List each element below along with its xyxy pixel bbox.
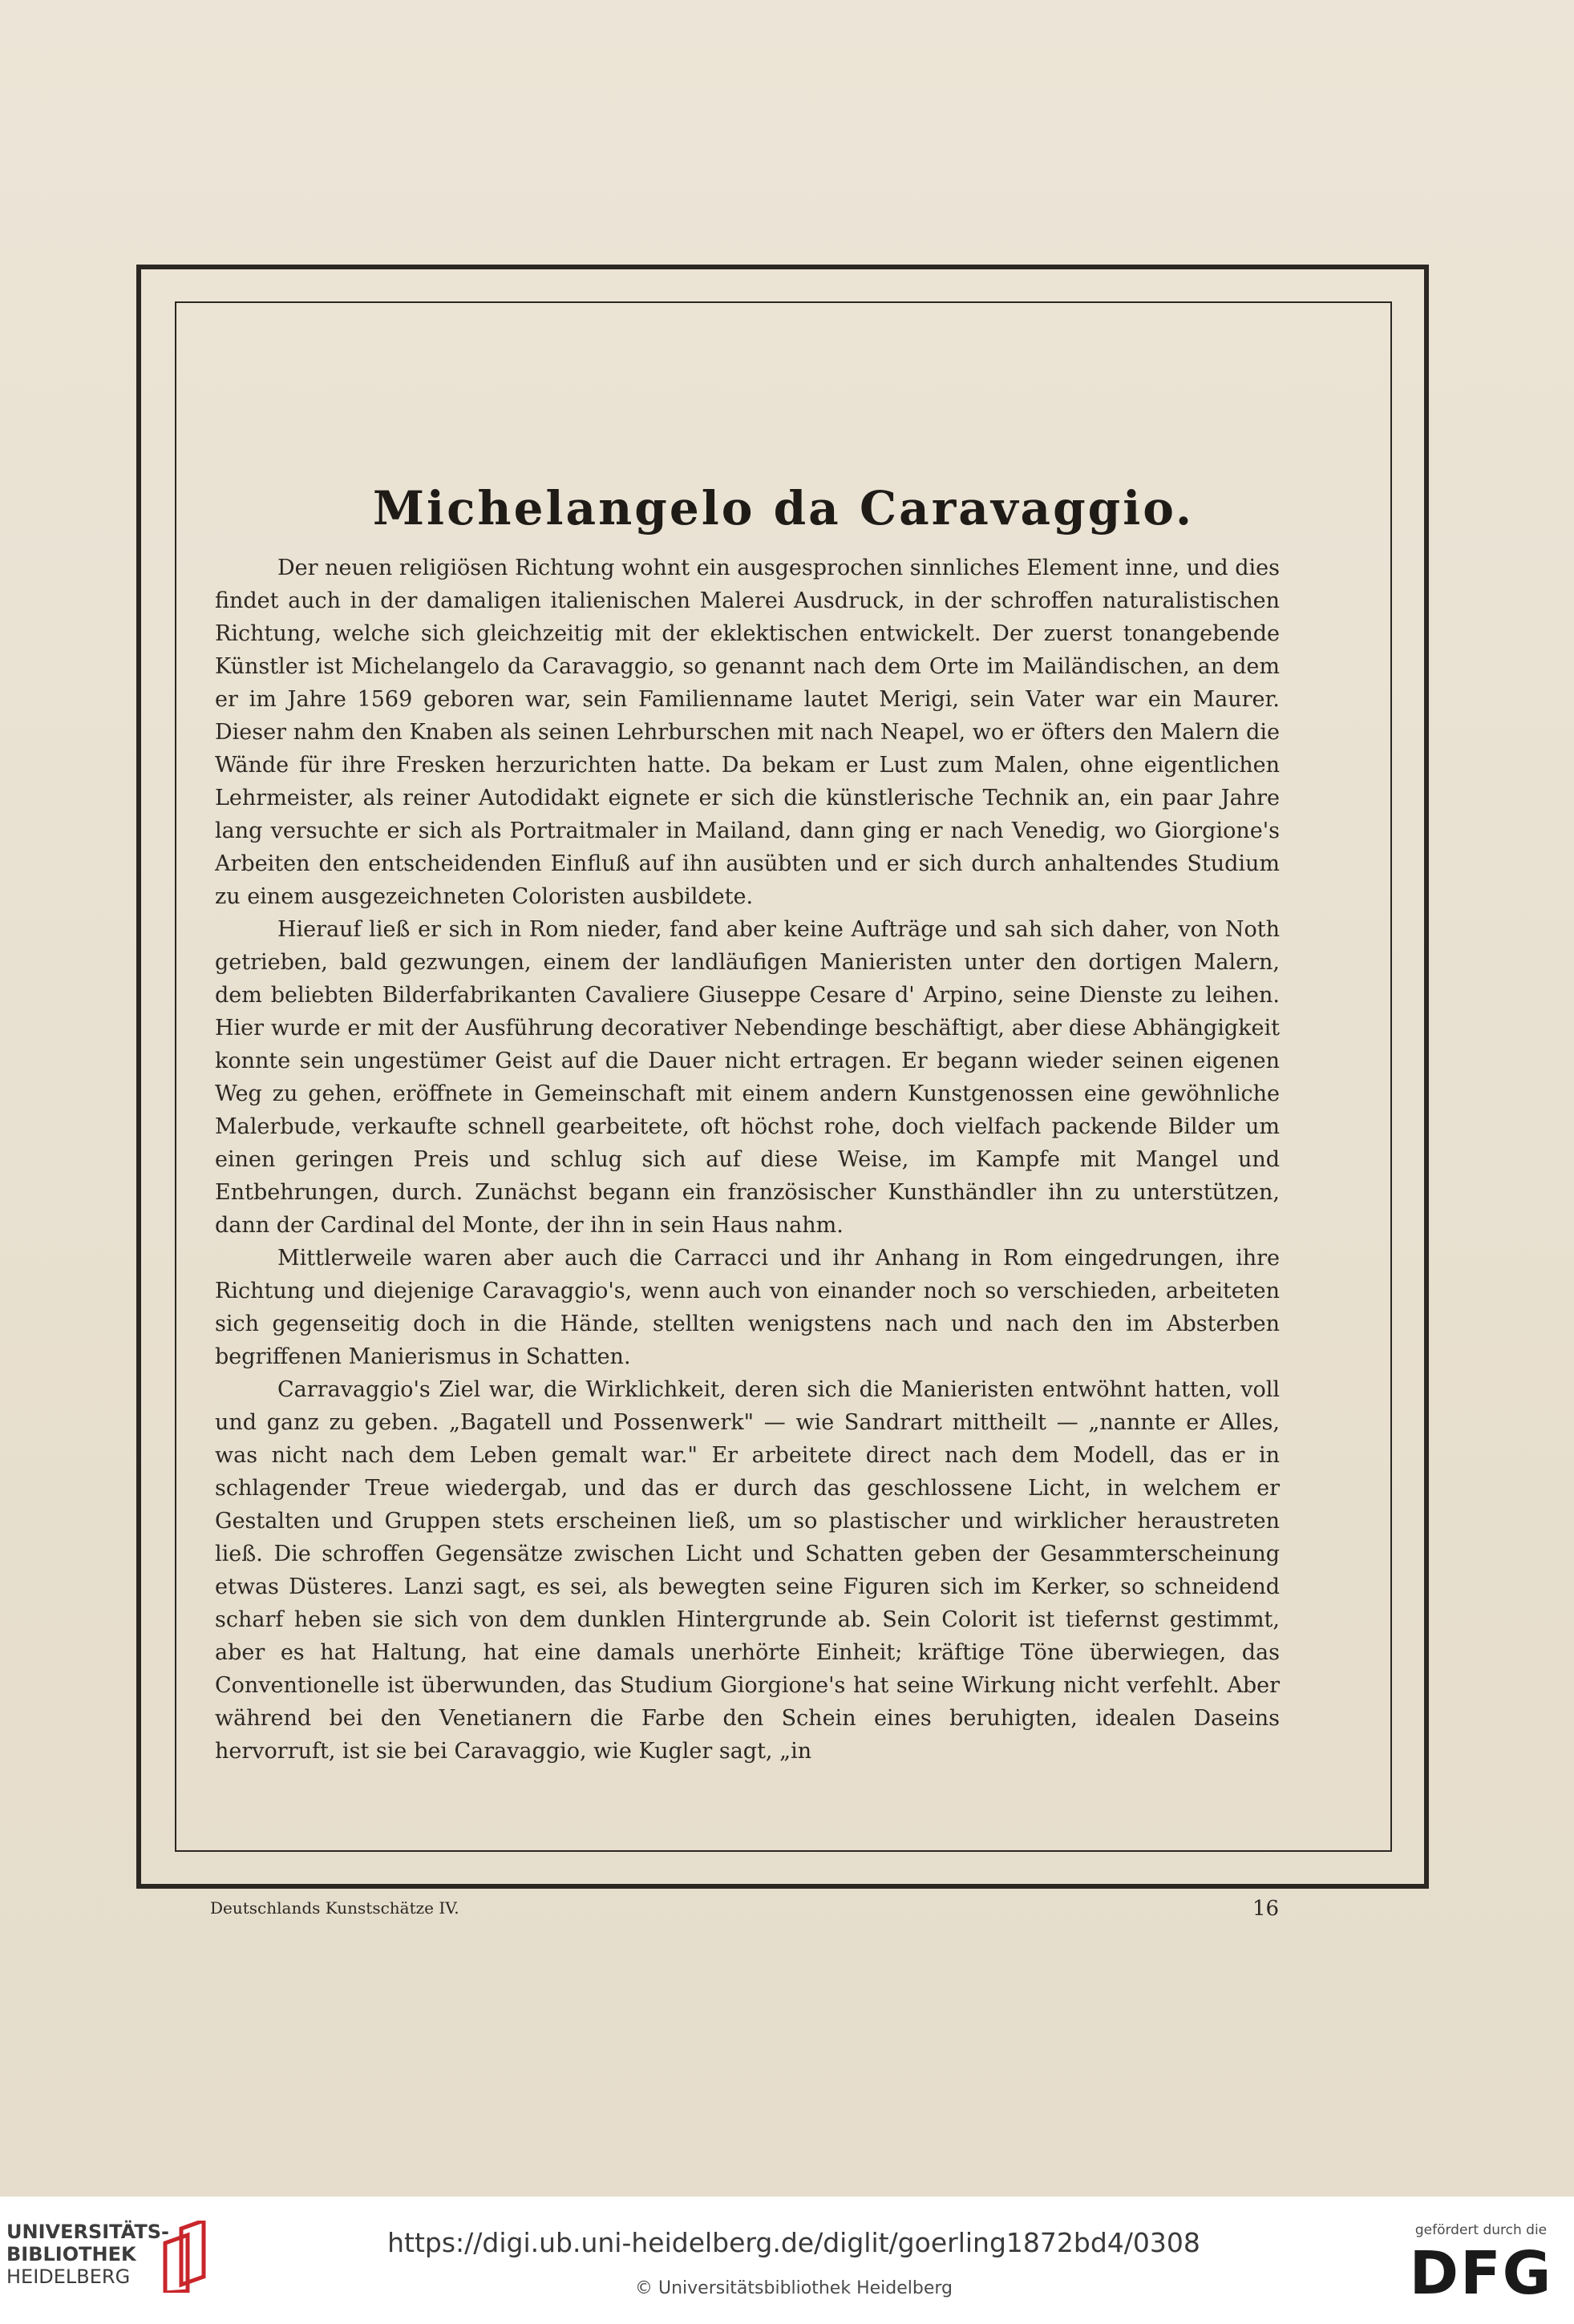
permalink-url[interactable]: https://digi.ub.uni-heidelberg.de/diglit/goerling1872bd4/0308 xyxy=(387,2227,1200,2258)
library-name xyxy=(6,2221,169,2288)
library-name-line2: BIBLIOTHEK xyxy=(6,2243,136,2265)
funding-note: gefördert durch die xyxy=(1414,2222,1548,2238)
library-name-line1: UNIVERSITÄTS- xyxy=(6,2221,170,2243)
paragraph-3: Mittlerweile waren aber auch die Carracci und ihr Anhang in Rom eingedrungen, ihre Richtung und diejenige Caravaggio's, wenn auch von einander noch so verschieden, arbeiteten sich gegenseitig doch in die Hände, stellten wenigstens nach und nach den im Absterben begriffenen Manierismus in Schatten. xyxy=(215,1246,1280,1369)
copyright-notice: © Universitätsbibliothek Heidelberg xyxy=(634,2278,953,2298)
dfg-logo: DFG xyxy=(1409,2239,1553,2308)
library-banner xyxy=(0,2197,1574,2324)
page-title: Michelangelo da Caravaggio. xyxy=(372,481,1195,536)
library-name-line3: HEIDELBERG xyxy=(6,2265,131,2288)
paragraph-1: Der neuen religiösen Richtung wohnt ein ausgesprochen sinnliches Element inne, und dies findet auch in der damaligen italienischen Malerei Ausdruck, in der schroffen naturalistischen Richtung, welche sich gleichzeitig mit der eklektischen entwickelt. Der zuerst tonangebende Künstler ist Michelangelo da Caravaggio, so genannt nach dem Orte im Mailändischen, an dem er im Jahre 1569 geboren war, sein Familienname lautet Merigi, sein Vater war ein Maurer. Dieser nahm den Knaben als seinen Lehrburschen mit nach Neapel, wo er öfters den Malern die Wände für ihre Fresken herzurichten hatte. Da bekam er Lust zum Malen, ohne eigentlichen Lehrmeister, als reiner Autodidakt eignete er sich die künstlerische Technik an, ein paar Jahre lang versuchte er sich als Portraitmaler in Mailand, dann ging er nach Venedig, wo Giorgione's Arbeiten den entscheidenden Einfluß auf ihn ausübten und er sich durch anhaltendes Studium zu einem ausgezeichneten Coloristen ausbildete. xyxy=(215,556,1280,909)
page-number: 16 xyxy=(1252,1897,1280,1921)
paragraph-2: Hierauf ließ er sich in Rom nieder, fand aber keine Aufträge und sah sich daher, von Noth getrieben, bald gezwungen, einem der landläufigen Manieristen unter den dortigen Malern, dem beliebten Bilderfabrikanten Cavaliere Giuseppe Cesare d' Arpino, seine Dienste zu leihen. Hier wurde er mit der Ausführung decorativer Nebendinge beschäftigt, aber diese Abhängigkeit konnte sein ungestümer Geist auf die Dauer nicht ertragen. Er begann wieder seinen eigenen Weg zu gehen, eröffnete in Gemeinschaft mit einem andern Kunstgenossen eine gewöhnliche Malerbude, verkaufte schnell gearbeitete, oft höchst rohe, doch vielfach packende Bilder um einen geringen Preis und schlug sich auf diese Weise, im Kampfe mit Mangel und Entbehrungen, durch. Zunächst begann ein französischer Kunsthändler ihn zu unterstützen, dann der Cardinal del Monte, der ihn in sein Haus nahm. xyxy=(215,917,1280,1238)
running-footer: Deutschlands Kunstschätze IV. xyxy=(210,1898,459,1918)
paragraph-4: Carravaggio's Ziel war, die Wirklichkeit, deren sich die Manieristen entwöhnt hatten, voll und ganz zu geben. „Bagatell und Possenwerk" — wie Sandrart mittheilt — „nannte er Alles, was nicht nach dem Leben gemalt war." Er arbeitete direct nach dem Modell, das er in schlagender Treue wiedergab, und das er durch das geschlossene Licht, in welchem er Gestalten und Gruppen stets erscheinen ließ, um so plastischer und wirklicher heraustreten ließ. Die schroffen Gegensätze zwischen Licht und Schatten geben der Gesammterscheinung etwas Düsteres. Lanzi sagt, es sei, als bewegten seine Figuren sich im Kerker, so schneidend scharf heben sie sich von dem dunklen Hintergrunde ab. Sein Colorit ist tiefernst gestimmt, aber es hat Haltung, hat eine damals unerhörte Einheit; kräftige Töne überwiegen, das Conventionelle ist überwunden, das Studium Giorgione's hat seine Wirkung nicht verfehlt. Aber während bei den Venetianern die Farbe den Schein eines beruhigten, idealen Daseins hervorruft, ist sie bei Caravaggio, wie Kugler sagt, „in xyxy=(215,1377,1280,1764)
article-body xyxy=(215,552,1280,1768)
ub-heidelberg-logo-icon xyxy=(157,2221,229,2293)
